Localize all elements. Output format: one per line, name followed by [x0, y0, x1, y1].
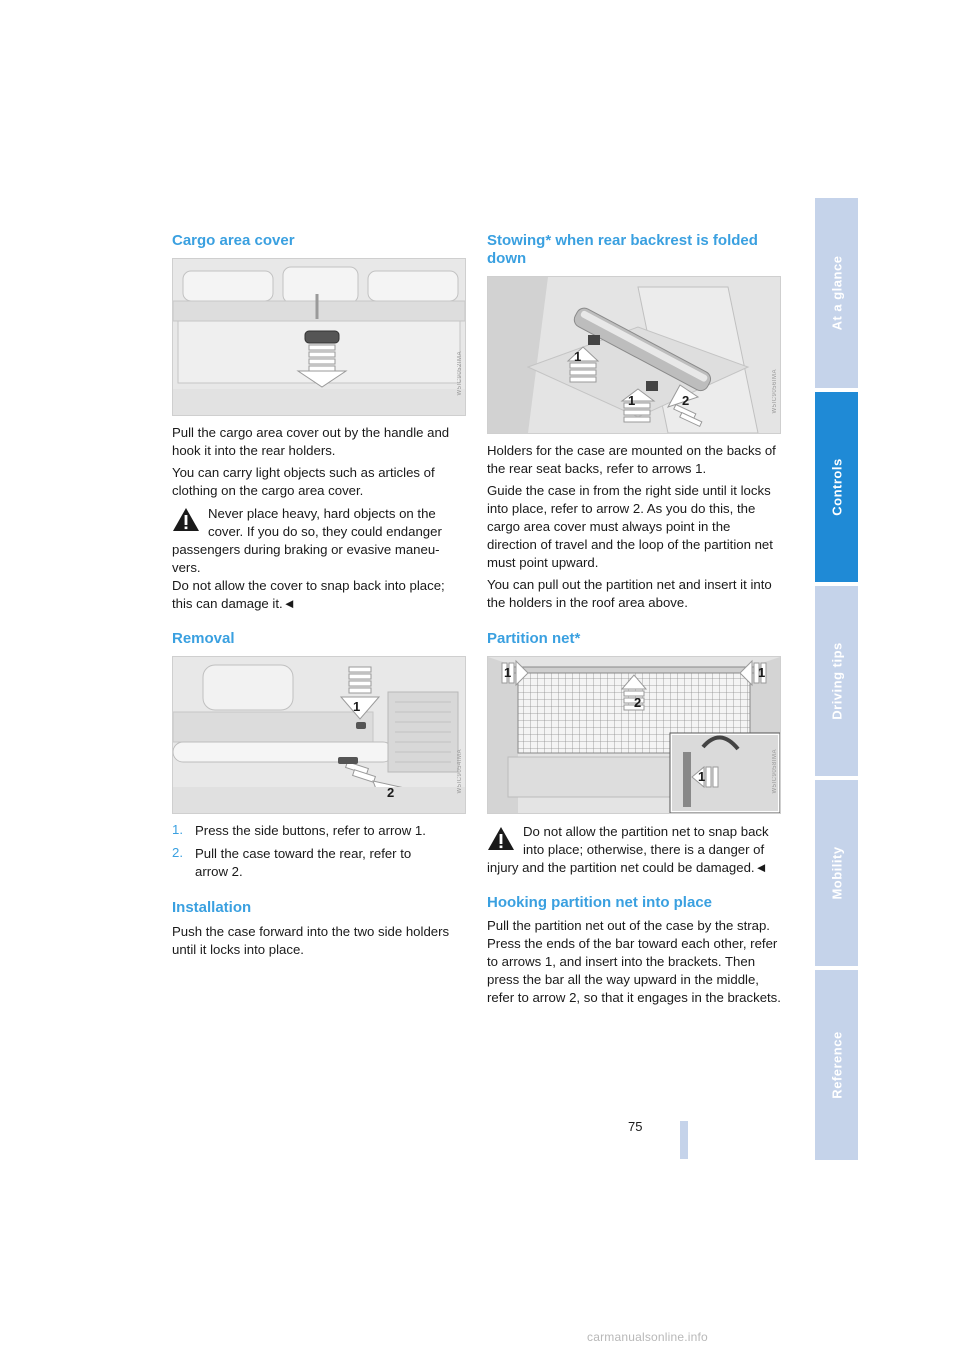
figure-label-1: 1 [504, 665, 512, 680]
tab-label: Reference [829, 1031, 844, 1099]
partition-net-illustration [488, 657, 780, 813]
removal-illustration [173, 657, 465, 813]
heading-stowing [487, 232, 787, 268]
paragraph-installation: Push the case forward into the two side holders until it locks into place. [172, 924, 450, 957]
warning-line-2: cover. If you do so, they could endanger [208, 524, 442, 539]
tab-label: Controls [829, 458, 844, 516]
step-text: Press the side buttons, refer to arrow 1. [195, 823, 426, 838]
removal-step-1 [172, 822, 466, 840]
paragraph-pull-net: You can pull out the partition net and insert it into the holders in the roof area above. [487, 577, 772, 610]
warning-snap-back: Do not allow the cover to snap back into place; this can damage it.◄ [172, 578, 445, 611]
step-number: 2. [172, 845, 183, 860]
paragraph-pull-cover: Pull the cargo area cover out by the handle and hook it into the rear holders. [172, 425, 450, 458]
page-number-bar [680, 1121, 688, 1159]
warning-rest: passengers during braking or evasive maneu-vers. [172, 542, 440, 575]
figure-removal [172, 656, 466, 814]
chapter-sidebar [815, 198, 858, 1160]
step-text: Pull the case toward the rear, refer to arrow 2. [195, 846, 412, 879]
net-warning-line-1: Do not allow the partition net to snap back [523, 824, 769, 839]
figure-partition-net [487, 656, 781, 814]
paragraph-hooking: Pull the partition net out of the case by the strap. Press the ends of the bar toward each other, refer to arrows 1, and insert into the brackets. Then press the bar all the way upward in the middle, refer to arrow 2, so that it engages in the brackets. [487, 918, 781, 1005]
warning-line-1: Never place heavy, hard objects on the [208, 506, 436, 521]
tab-mobility[interactable] [815, 780, 858, 966]
image-code: W5IC9052IMA [457, 351, 463, 396]
step-number: 1. [172, 822, 183, 837]
tab-at-a-glance[interactable] [815, 198, 858, 388]
image-code: W5IC9058IMA [772, 749, 778, 794]
figure-label-1: 1 [758, 665, 766, 680]
warning-icon [172, 507, 200, 532]
heading-partition-net: Partition net* [487, 630, 581, 647]
heading-stowing-line-1: Stowing* when rear backrest is folded [487, 232, 758, 249]
image-code: W5IC9054IMA [457, 749, 463, 794]
tab-label: At a glance [829, 255, 844, 331]
figure-label-2: 2 [634, 695, 642, 710]
warning-icon [487, 826, 515, 851]
stowing-illustration [488, 277, 780, 433]
paragraph-light-objects: You can carry light objects such as articles of clothing on the cargo area cover. [172, 465, 435, 498]
figure-stowing [487, 276, 781, 434]
image-code: W5IC9056IMA [772, 369, 778, 414]
page-number: 75 [628, 1119, 643, 1134]
figure-label-2: 2 [682, 393, 690, 408]
figure-label-1: 1 [574, 349, 582, 364]
figure-label-1: 1 [353, 699, 361, 714]
tab-label: Driving tips [829, 642, 844, 720]
heading-cargo-area-cover: Cargo area cover [172, 232, 295, 249]
heading-installation: Installation [172, 899, 252, 916]
net-warning-line-2: into place; otherwise, there is a danger of [523, 842, 765, 857]
tab-controls[interactable] [815, 392, 858, 582]
heading-removal: Removal [172, 630, 235, 647]
figure-label-2: 2 [387, 785, 395, 800]
tab-driving-tips[interactable] [815, 586, 858, 776]
paragraph-holders: Holders for the case are mounted on the backs of the rear seat backs, refer to arrows 1. [487, 443, 776, 476]
tab-reference[interactable] [815, 970, 858, 1160]
net-warning-rest: injury and the partition net could be damaged.◄ [487, 860, 768, 875]
removal-step-2 [172, 845, 466, 881]
footer-watermark: carmanualsonline.info [587, 1330, 708, 1344]
heading-hooking: Hooking partition net into place [487, 894, 712, 911]
figure-label-1: 1 [628, 393, 636, 408]
cargo-cover-illustration [173, 259, 465, 415]
figure-cargo-cover [172, 258, 466, 416]
paragraph-guide-case: Guide the case in from the right side until it locks into place, refer to arrow 2. As you do this, the cargo area cover must always point in the direction of travel and the loop of the partition net must point upward. [487, 483, 773, 570]
tab-label: Mobility [829, 846, 844, 900]
figure-label-1: 1 [698, 769, 706, 784]
heading-stowing-line-2: down [487, 250, 527, 267]
